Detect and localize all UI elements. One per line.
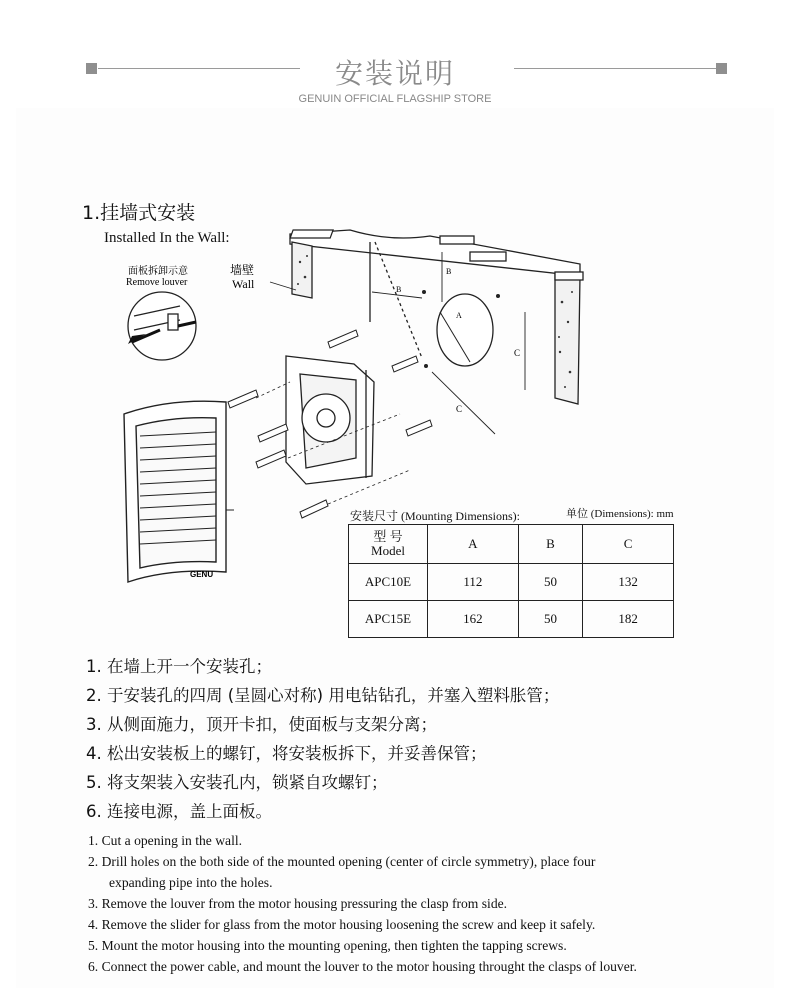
dimensions-unit: 单位 (Dimensions): mm (566, 508, 674, 520)
dim-label-c-vertical: C (514, 348, 521, 358)
motor-housing (286, 356, 374, 484)
louver-panel (124, 401, 226, 582)
wall-cn-label: 墙壁 (230, 263, 255, 277)
step-en-6: 6. Connect the power cable, and mount the louver to the motor housing throught the clasps of louver. (88, 959, 637, 974)
step-en-5: 5. Mount the motor housing into the mounting opening, then tighten the tapping screws. (88, 938, 567, 953)
cell-c: 132 (583, 564, 674, 601)
dim-label-b-vertical: B (446, 267, 452, 276)
section-subtitle: Installed In the Wall: (104, 230, 230, 246)
step-cn-6: 6. 连接电源，盖上面板。 (86, 802, 272, 821)
dim-label-a: A (456, 311, 462, 320)
cell-a: 162 (428, 601, 519, 638)
dim-label-c-diagonal: C (456, 404, 463, 414)
remove-louver-detail (128, 292, 196, 360)
page-subtitle: GENUIN OFFICIAL FLAGSHIP STORE (298, 93, 492, 105)
cell-c: 182 (583, 601, 674, 638)
header-a: A (428, 525, 519, 564)
section-title: 1.挂墙式安装 (82, 202, 196, 224)
header-c: C (583, 525, 674, 564)
dimensions-caption: 安装尺寸 (Mounting Dimensions): (350, 509, 520, 523)
header-model (349, 525, 428, 564)
cell-model: APC15E (349, 601, 428, 638)
step-en-3: 3. Remove the louver from the motor housing pressuring the clasp from side. (88, 896, 508, 911)
step-cn-5: 5. 将支架装入安装孔内，锁紧自攻螺钉； (86, 773, 388, 792)
table-row (349, 564, 674, 601)
page-title: 安装说明 (334, 57, 455, 90)
brand-label: GENU (190, 570, 214, 579)
step-cn-2: 2. 于安装孔的四周 (呈圆心对称) 用电钻钻孔，并塞入塑料胀管； (86, 686, 560, 705)
step-en-2: 2. Drill holes on the both side of the mounted opening (center of circle symmetry), place four (88, 854, 596, 869)
cell-b: 50 (518, 564, 583, 601)
cell-b: 50 (518, 601, 583, 638)
steps-english (88, 830, 728, 977)
dim-label-b-horizontal: B (396, 285, 402, 294)
step-cn-1: 1. 在墙上开一个安装孔； (86, 657, 272, 676)
header-model-en: Model (371, 543, 405, 558)
header-b: B (518, 525, 583, 564)
table-header-row (349, 525, 674, 564)
remove-louver-en-label: Remove louver (126, 277, 188, 288)
mounting-hole (437, 294, 493, 366)
step-en-2-continued: expanding pipe into the holes. (109, 875, 273, 890)
step-en-1: 1. Cut a opening in the wall. (88, 833, 243, 848)
header-model-cn: 型 号 (373, 529, 403, 544)
dimensions-table (348, 524, 674, 638)
wall-en-label: Wall (232, 277, 255, 291)
step-cn-3: 3. 从侧面施力，顶开卡扣，使面板与支架分离； (86, 715, 437, 734)
table-row (349, 601, 674, 638)
remove-louver-cn-label: 面板拆卸示意 (128, 266, 188, 277)
cell-model: APC10E (349, 564, 428, 601)
steps-chinese (86, 652, 559, 826)
step-cn-4: 4. 松出安装板上的螺钉，将安装板拆下，并妥善保管； (86, 744, 487, 763)
step-en-4: 4. Remove the slider for glass from the motor housing loosening the screw and keep it safely. (88, 917, 596, 932)
cell-a: 112 (428, 564, 519, 601)
